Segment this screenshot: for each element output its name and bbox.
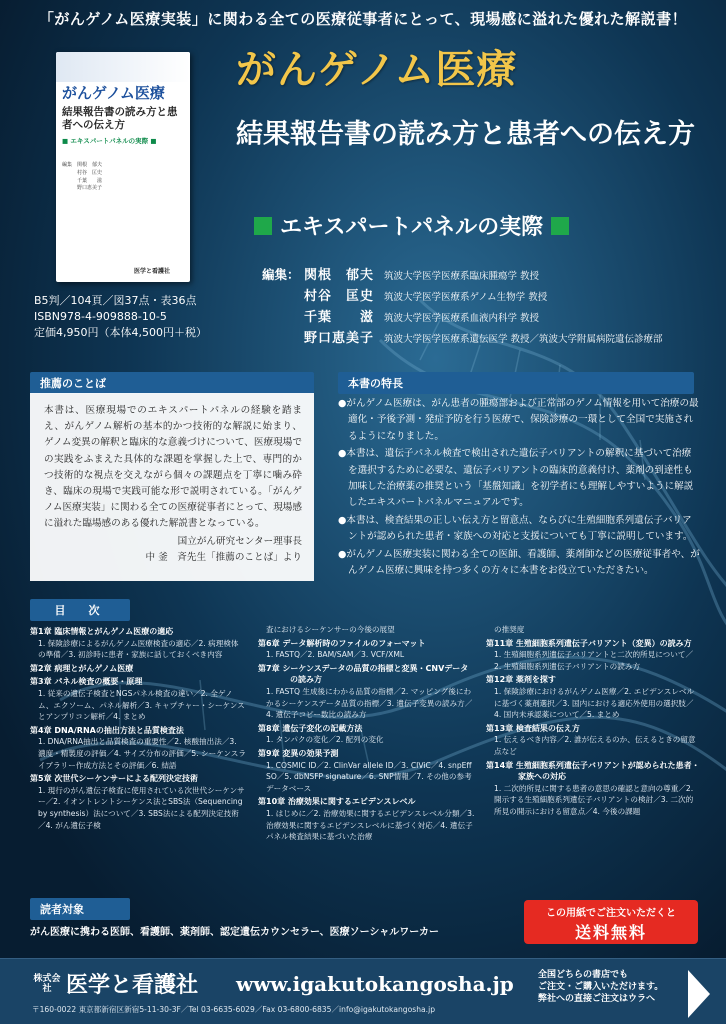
toc-items: 1. 保険診療におけるがんゲノム医療／2. エビデンスレベルに基づく薬剤選択／3. 国内における適応外使用の選択肢／4. 国内未承認薬について／5. まとめ [494,686,695,720]
book-format: B5判／104頁／図37点・表36点 [34,294,197,307]
toc-heading: 目 次 [30,599,130,621]
bookstore-note-line: 全国どちらの書店でも [538,970,629,980]
toc-column-3 [486,624,700,820]
arrow-right-icon[interactable] [688,970,710,1018]
toc-items: 1. 現行のがん遺伝子検査に使用されている次世代シーケンサー／2. イオントレントシーケンス法とSBS法（Sequencing by synthesis）法について／3. SBS法による配列決定技術／4. がん遺伝子検 [38,785,245,830]
cover-series: ■ エキスパートパネルの実際 ■ [62,137,157,145]
toc-items: 1. はじめに／2. 治療効果に関するエビデンスレベル分類／3. 治療効果に関するエビデンスレベルに基づく対応／4. 遺伝子パネル検査結果に基づいた治療 [266,808,475,842]
book-isbn: ISBN978-4-909888-10-5 [34,310,167,323]
toc-chapter: 第12章 薬剤を探す [486,675,556,685]
bookstore-note-line: 弊社への直接ご注文はウラへ [538,994,656,1004]
audience-heading: 読者対象 [30,898,130,920]
toc-chapter: 第13章 検査結果の伝え方 [486,723,580,733]
website-link[interactable]: www.igakutokangosha.jp [236,972,514,996]
toc-items: 1. FASTQ／2. BAM/SAM／3. VCF/XML [266,650,405,660]
recommendation-box [30,393,314,581]
toc-items: 1. 二次的所見に関する患者の意思の確認と意向の尊重／2. 開示する生殖細胞系列遺伝子バリアントの検討／3. 二次的所見の開示における留意点／4. 今後の課題 [494,783,694,816]
tagline: 「がんゲノム医療実装」に関わる全ての医療従事者にとって、現場感に溢れた優れた解説書！ [38,10,688,28]
editors-list [262,264,663,348]
publisher-name: 医学と看護社 [66,972,199,998]
toc-items: 1. タンパクの変化／2. 配列の変化 [266,735,384,745]
recommendation-heading: 推薦のことば [30,372,314,394]
cover-subtitle: 結果報告書の読み方と患者への伝え方 [62,106,178,132]
toc-column-2 [258,624,476,845]
editors-label: 編集： [262,267,300,282]
features-list [338,396,700,580]
feature-item: ●本書は、遺伝子パネル検査で検出された遺伝子バリアントの解釈に基づいて治療を選択するために必要な、遺伝子バリアントの臨床的意義付け、薬剤の到達性も加味した治療薬の推奨という「基盤知識」を初学者にも理解しやすいように解説したエキスパートパネルマニュアルです。 [338,448,694,509]
editor-name: 村谷 匡史 [304,289,375,304]
editor-affiliation: 筑波大学医学医療系遺伝医学 教授／筑波大学附属病院遺伝診療部 [384,334,663,345]
toc-chapter: 第9章 変異の効果予測 [258,748,339,758]
order-free-shipping: 送料無料 [574,923,647,942]
toc-items: 1. FASTQ 生成後にわかる品質の指標／2. マッピング後にわかるシーケンスデータ品質の指標／3. 遺伝子変異の読み方／4. 遺伝子コピー数比の読み方 [266,686,473,720]
recommendation-signature-title: 国立がん研究センター理事長 [177,535,302,547]
kabushiki-label: 株式会社 [33,973,61,994]
toc-column-1 [30,624,246,833]
editor-affiliation: 筑波大学医学医療系臨床腫瘍学 教授 [384,271,540,282]
cover-stripe [56,52,190,82]
publisher-logo[interactable] [32,968,198,999]
toc-chapter: 第8章 遺伝子変化の記載方法 [258,723,363,733]
features-heading: 本書の特長 [338,372,694,394]
editor-name: 野口恵美子 [304,331,375,346]
cover-publisher: 医学と看護社 [134,268,171,275]
toc-items: 1. 従来の遺伝子検査とNGSパネル検査の違い／2. 全ゲノム、エクソーム、パネル解析／3. キャプチャー・シーケンスとアンプリコン解析／4. まとめ [38,688,245,722]
editor-affiliation: 筑波大学医学医療系ゲノム生物学 教授 [384,292,548,303]
green-square-icon [551,217,569,235]
toc-chapter: 第10章 治療効果に関するエビデンスレベル [258,797,416,807]
bookstore-note-line: ご注文・ご購入いただけます。 [538,982,664,992]
toc-chapter: 第14章 生殖細胞系列遺伝子バリアントが認められた患者・家族への対応 [486,760,700,782]
series-title [254,210,569,241]
toc-items: 1. 生殖細胞系列遺伝子バリアントと二次的所見について／2. 生殖細胞系列遺伝子バリアントの読み方 [494,650,694,671]
toc-chapter: 第11章 生殖細胞系列遺伝子バリアント（変異）の読み方 [486,638,692,648]
order-banner[interactable] [524,900,698,944]
toc-continuation: の推奨度 [494,625,525,634]
toc-chapter: 第3章 パネル検査の概要・原理 [30,677,143,687]
toc-chapter: 第5章 次世代シーケンサーによる配列決定技術 [30,774,198,784]
cover-title: がんゲノム医療 [62,84,165,102]
feature-item: ●がんゲノム医療実装に関わる全ての医師、看護師、薬剤師などの医療従事者や、がんゲノム医療に興味を持つ多くの方々に本書をお役立ていただきたい。 [338,548,700,577]
toc-items: 1. DNA/RNA抽出と品質検査の重要性／2. 核酸抽出法／3. 濃度・精製度の評価／4. サイズ分布の評価／5. シーケンスライブラリー作成方法とその評価／6. 結語 [38,737,246,770]
toc-items: 1. COSMIC ID／2. ClinVar allele ID／3. CIViC／4. snpEff SO／5. dbNSFP signature／6. SNP情報／7. その他の参考データベース [266,760,472,793]
toc-chapter: 第6章 データ解析時のファイルのフォーマット [258,638,426,648]
toc-items: 1. 保険診療によるがんゲノム医療検査の適応／2. 病理検体の準備／3. 初診時に患者・家族に話しておくべき内容 [38,638,239,660]
bookstore-note [538,969,663,1005]
feature-item: ●がんゲノム医療は、がん患者の腫瘍部および正常部のゲノム情報を用いて治療の最適化・予後予測・発症予防を行う医療で、保険診療の一環として全国で実施されるようになりました。 [338,398,699,442]
book-cover-image [56,52,190,282]
editor-affiliation: 筑波大学医学医療系血液内科学 教授 [384,313,540,324]
cover-editors: 編集 関根 郁夫 村谷 匡史 千葉 滋 野口恵美子 [62,162,103,192]
editor-name: 関根 郁夫 [304,268,375,283]
book-price: 定価4,950円（本体4,500円＋税） [34,326,207,339]
toc-chapter: 第1章 臨床情報とがんゲノム医療の適応 [30,627,174,636]
toc-chapter: 第4章 DNA/RNAの抽出方法と品質検査法 [30,725,184,735]
recommendation-text: 本書は、医療現場でのエキスパートパネルの経験を踏まえ、がんゲノム解析の基本的かつ技術的な解説に始まり、ゲノム変異の解釈と臨床的な意義づけについて、医療現場での実践をふまえた具体的な課題を掌握した上で、専門的かつ技術的な視点を交えながら個々の課題点を丁寧に噛み砕き、臨床の現場で実践可能な形で説明されている。「がんゲノム医療実装」に関わる全ての医療従事者にとって、現場感に溢れた臨場感のある優れた解説書となっている。 [44,405,302,530]
book-info [34,293,207,341]
audience-text: がん医療に携わる医師、看護師、薬剤師、認定遺伝カウンセラー、医療ソーシャルワーカー [30,927,439,938]
toc-items: 1. 伝えるべき内容／2. 誰が伝えるのか、伝えるときの留意点など [494,735,696,756]
recommendation-signature-name: 中 釜 斉先生「推薦のことば」より [145,551,302,563]
subtitle: 結果報告書の読み方と患者への伝え方 [236,119,695,150]
feature-item: ●本書は、検査結果の正しい伝え方と留意点、ならびに生殖細胞系列遺伝子バリアントが認められた患者・家族への対応と支援についても丁寧に説明しています。 [338,514,693,543]
toc-chapter: 第7章 シーケンスデータの品質の指標と変異・CNVデータの読み方 [258,663,469,685]
series-label: エキスパートパネルの実際 [280,215,544,240]
green-square-icon [254,217,272,235]
main-title: がんゲノム医療 [236,47,518,93]
toc-chapter: 第2章 病理とがんゲノム医療 [30,663,134,673]
order-line1: この用紙でご注文いただくと [546,908,676,919]
editor-name: 千葉 滋 [304,310,375,325]
toc-continuation: 査におけるシーケンサーの今後の展望 [266,625,395,634]
contact-address: 〒160-0022 東京都新宿区新宿5-11-30-3F／Tel 03-6635-6029／Fax 03-6800-6835／info@igakutokangosha.jp [32,1005,436,1014]
